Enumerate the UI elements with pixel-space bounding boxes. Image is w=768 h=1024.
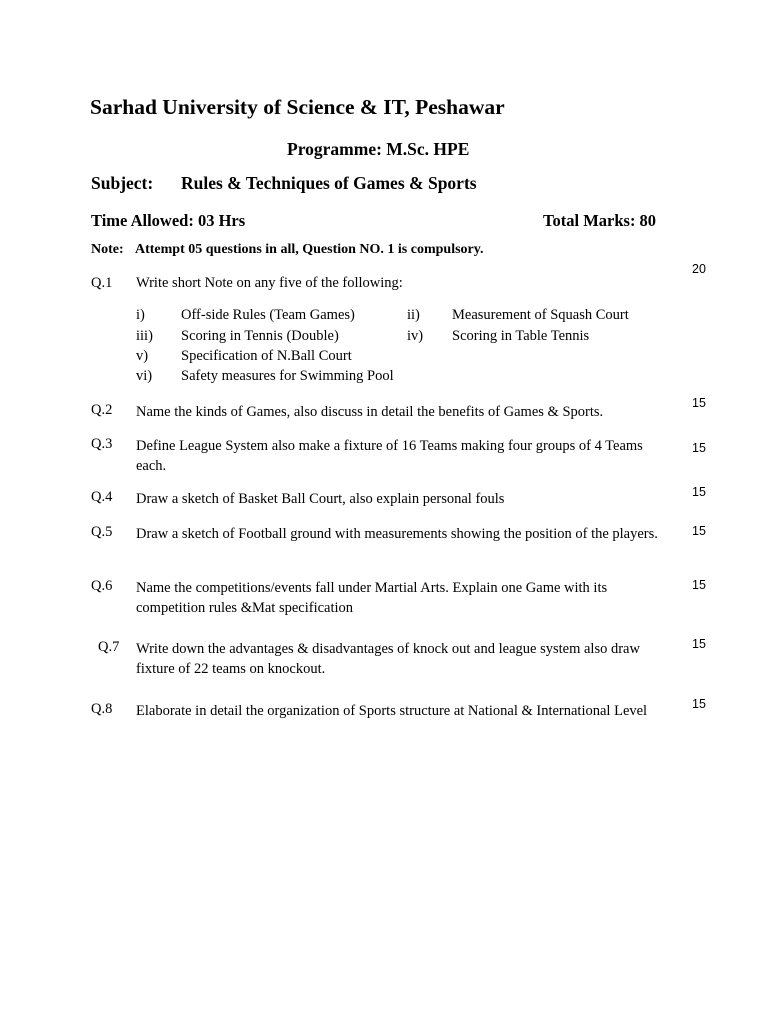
- question-text: Draw a sketch of Football ground with measurements showing the position of the players.: [136, 526, 658, 542]
- subject-value: Rules & Techniques of Games & Sports: [181, 173, 477, 193]
- question-number: Q.6: [91, 578, 113, 594]
- q1-option-number: vi): [136, 368, 153, 384]
- q1-text: Write short Note on any five of the following:: [136, 275, 403, 291]
- q1-option-number: ii): [407, 307, 420, 323]
- question-number: Q.3: [91, 436, 113, 452]
- question-marks: 15: [692, 485, 706, 499]
- q1-option-text: Specification of N.Ball Court: [181, 348, 352, 364]
- question-marks: 15: [692, 524, 706, 538]
- question-text: Name the competitions/events fall under Martial Arts. Explain one Game with its competition rules &Mat specification: [136, 580, 608, 616]
- total-marks: Total Marks: 80: [543, 211, 657, 230]
- question-marks: 15: [692, 441, 706, 455]
- q1-option-number: i): [136, 307, 145, 323]
- question-marks: 15: [692, 396, 706, 410]
- programme-line: Programme: M.Sc. HPE: [287, 139, 470, 159]
- q1-option-number: iv): [407, 328, 424, 344]
- question-marks: 15: [692, 637, 706, 651]
- question-number: Q.4: [91, 489, 113, 505]
- question-text: Elaborate in detail the organization of Sports structure at National & International Level: [136, 703, 648, 719]
- question-text: Name the kinds of Games, also discuss in detail the benefits of Games & Sports.: [136, 404, 604, 420]
- question-text: Define League System also make a fixture of 16 Teams making four groups of 4 Teams each.: [136, 438, 643, 474]
- q1-option-text: Scoring in Table Tennis: [452, 328, 590, 344]
- time-allowed: Time Allowed: 03 Hrs: [91, 211, 246, 230]
- question-number: Q.5: [91, 524, 113, 540]
- question-number: Q.8: [91, 701, 113, 717]
- question-text: Write down the advantages & disadvantages of knock out and league system also draw fixture of 22 teams on knockout.: [136, 641, 640, 677]
- q1-option-text: Off-side Rules (Team Games): [181, 307, 355, 323]
- question-number: Q.7: [98, 639, 120, 655]
- q1-option-number: iii): [136, 328, 153, 344]
- q1-marks: 20: [692, 262, 706, 276]
- question-number: Q.2: [91, 402, 113, 418]
- question-text: Draw a sketch of Basket Ball Court, also explain personal fouls: [136, 491, 505, 507]
- q1-option-number: v): [136, 348, 149, 364]
- university-title: Sarhad University of Science & IT, Peshawar: [90, 95, 505, 119]
- note-text: Attempt 05 questions in all, Question NO. 1 is compulsory.: [135, 242, 484, 257]
- q1-option-text: Safety measures for Swimming Pool: [181, 368, 394, 384]
- question-marks: 15: [692, 578, 706, 592]
- q1-option-text: Scoring in Tennis (Double): [181, 328, 339, 344]
- subject-label: Subject:: [91, 173, 154, 193]
- q1-number: Q.1: [91, 275, 113, 291]
- note-label: Note:: [91, 242, 124, 257]
- question-marks: 15: [692, 697, 706, 711]
- q1-option-text: Measurement of Squash Court: [452, 307, 629, 323]
